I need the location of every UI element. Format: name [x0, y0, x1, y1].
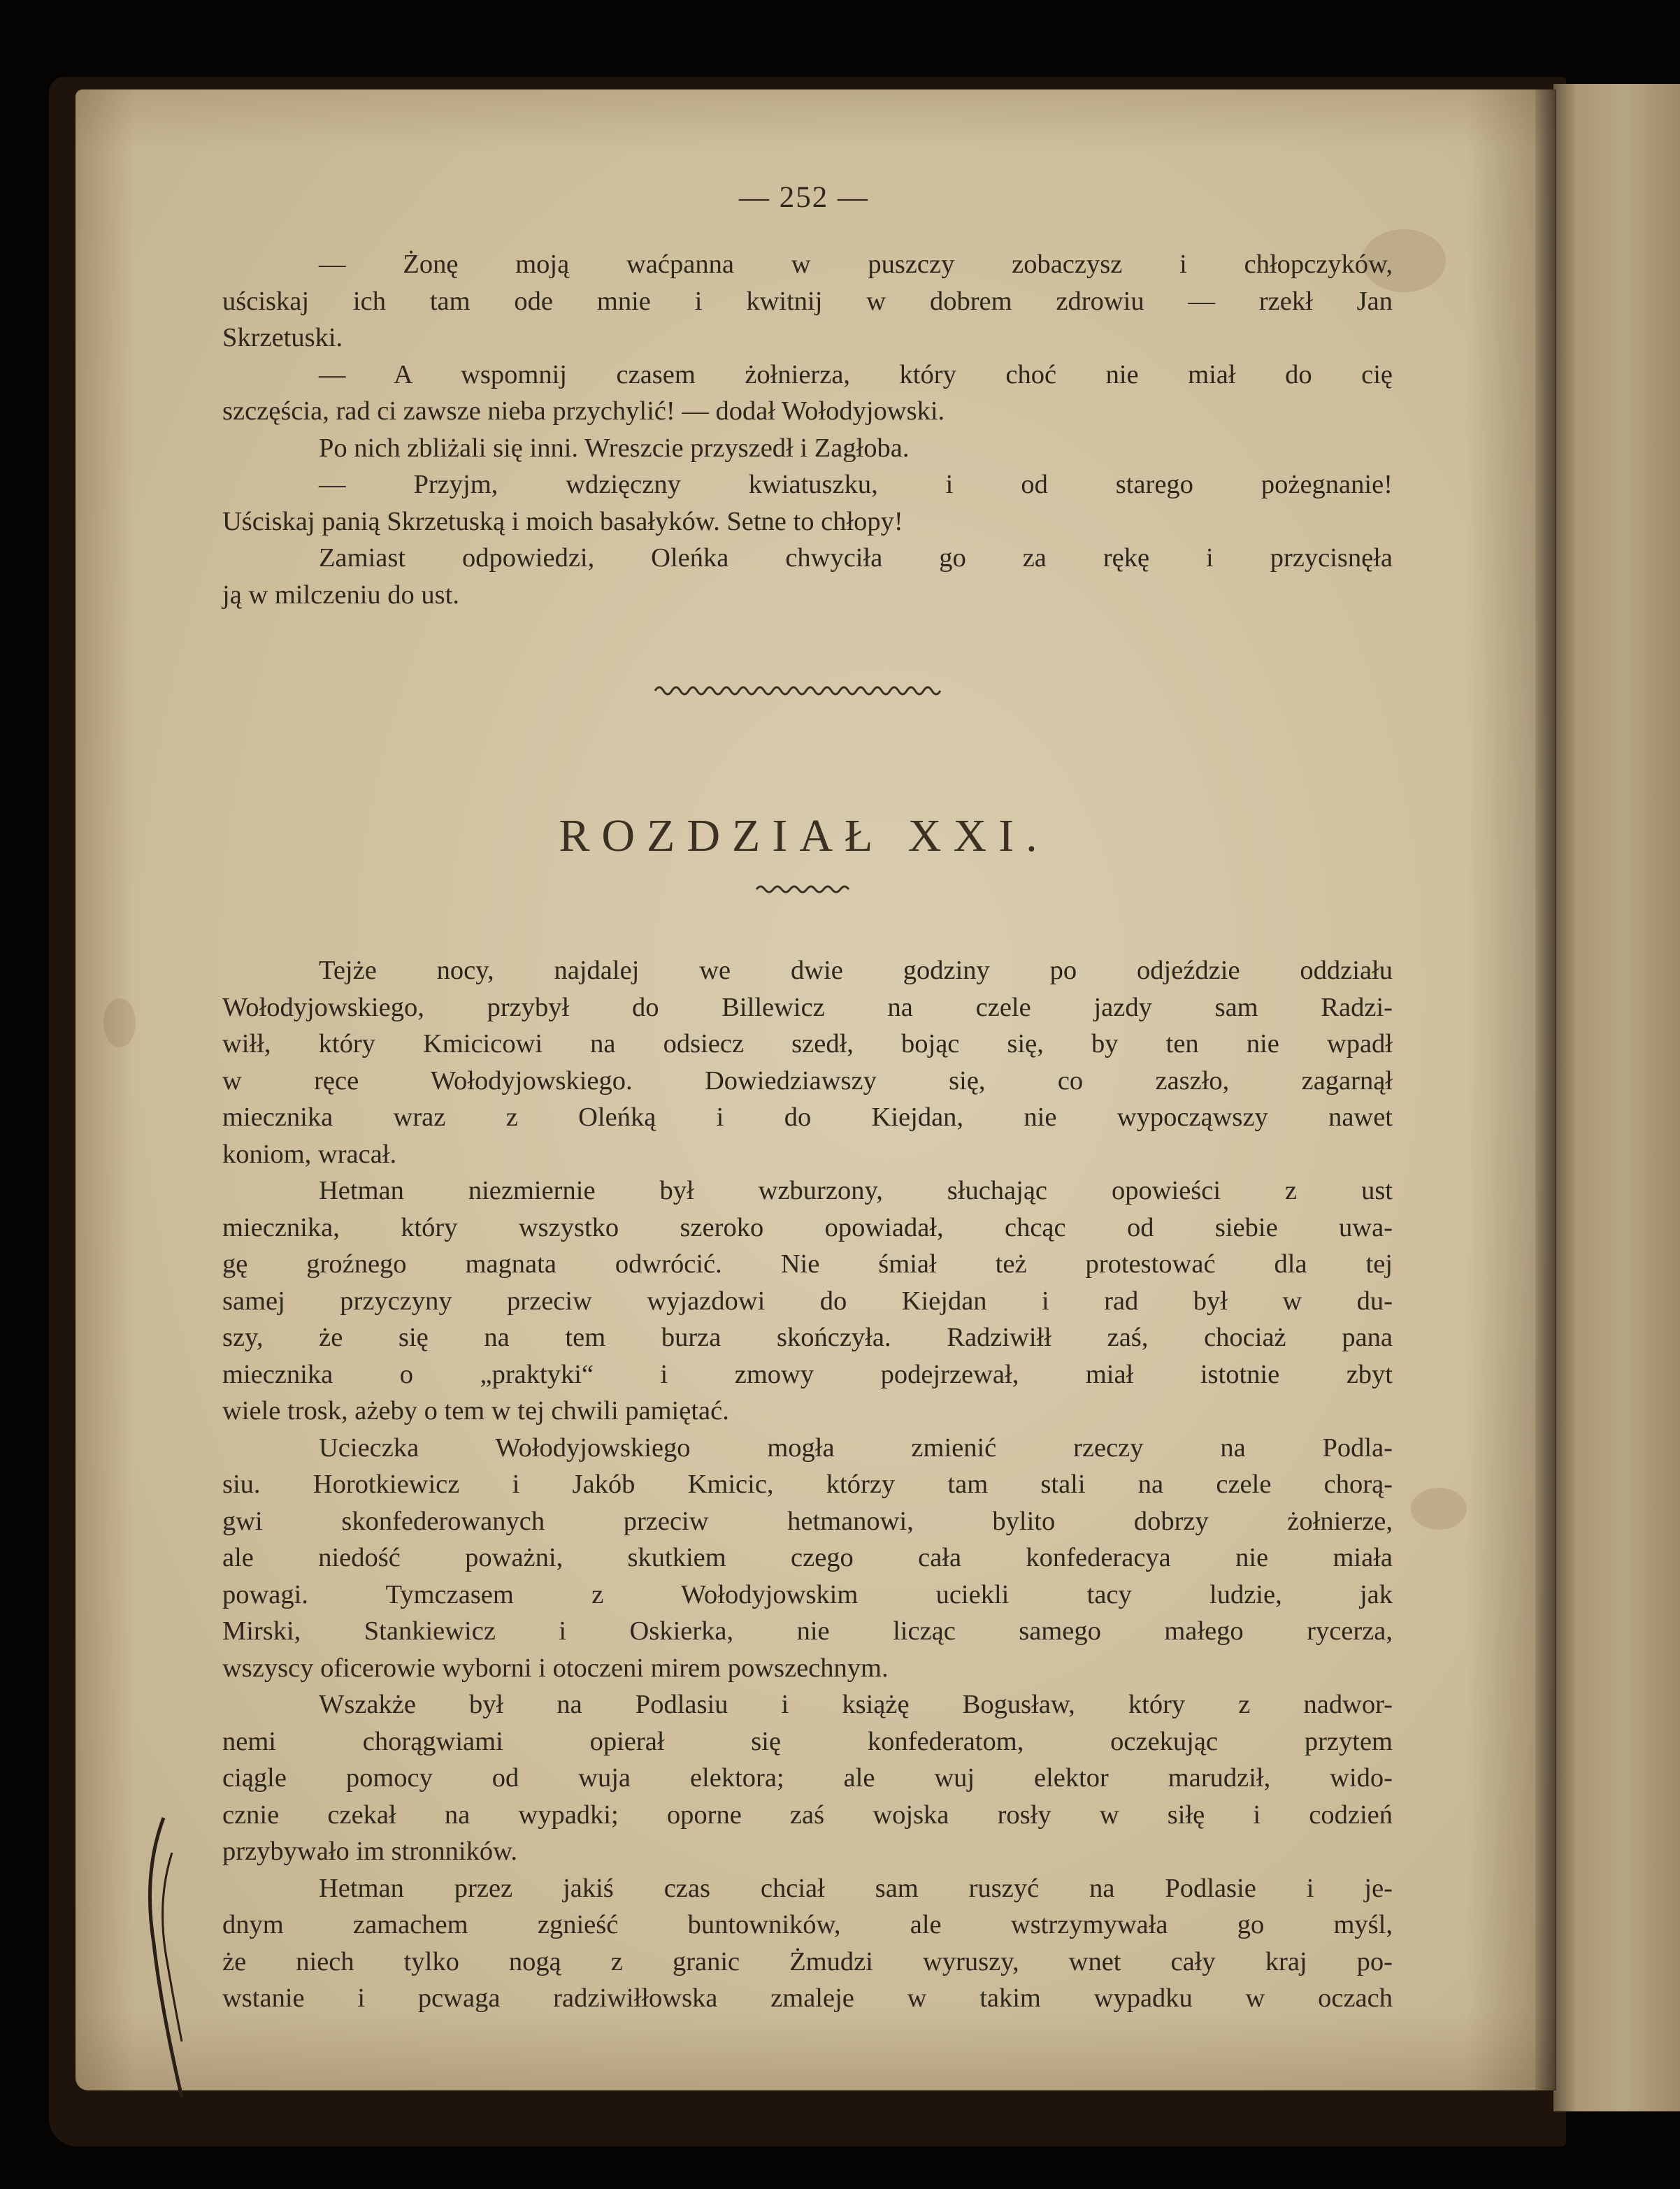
chapter-body [222, 952, 1393, 2017]
text-line: siu. Horotkiewicz i Jakób Kmicic, którzy tam stali na czele chorą- [222, 1470, 1393, 1499]
text-line: miecznika o „praktyki“ i zmowy podejrzewał, miał istotnie zbyt [222, 1359, 1393, 1389]
text-line: cznie czekał na wypadki; oporne zaś wojska rosły w siłę i codzień [222, 1800, 1393, 1830]
text-line: nemi chorągwiami opierał się konfederatom, oczekując przytem [222, 1726, 1393, 1756]
text-line: Wszakże był na Podlasiu i książę Bogusław, który z nadwor- [319, 1690, 1393, 1719]
text-line: samej przyczyny przeciw wyjazdowi do Kiejdan i rad był w du- [222, 1286, 1393, 1316]
text-line: miecznika wraz z Oleńką i do Kiejdan, nie wypocząwszy nawet [222, 1103, 1393, 1132]
text-line: ją w milczeniu do ust. [222, 580, 459, 610]
closing-paragraphs [222, 246, 1393, 613]
text-line: gę groźnego magnata odwrócić. Nie śmiał też protestować dla tej [222, 1249, 1393, 1279]
paper-stain [1411, 1488, 1467, 1530]
text-line: ciągle pomocy od wuja elektora; ale wuj elektor marudził, wido- [222, 1763, 1393, 1793]
text-line: — A wspomnij czasem żołnierza, który choć nie miał do cię [319, 359, 1393, 389]
text-line: powagi. Tymczasem z Wołodyjowskim uciekli tacy ludzie, jak [222, 1579, 1393, 1609]
text-line: Po nich zbliżali się inni. Wreszcie przyszedł i Zagłoba. [319, 433, 910, 463]
text-line: szczęścia, rad ci zawsze nieba przychylić! — dodał Wołodyjowski. [222, 396, 945, 426]
text-line: Zamiast odpowiedzi, Oleńka chwyciła go za rękę i przycisnęła [319, 543, 1393, 573]
text-line: Skrzetuski. [222, 323, 343, 352]
text-line: Mirski, Stankiewicz i Oskierka, nie licząc samego małego rycerza, [222, 1616, 1393, 1646]
text-line: w ręce Wołodyjowskiego. Dowiedziawszy się, co zaszło, zagarnął [222, 1065, 1393, 1096]
text-line: wiele trosk, ażeby o tem w tej chwili pamiętać. [222, 1396, 729, 1426]
text-line: Ucieczka Wołodyjowskiego mogła zmienić rzeczy na Podla- [319, 1433, 1393, 1463]
text-line: koniom, wracał. [222, 1139, 397, 1169]
text-line: wstanie i pcwaga radziwiłłowska zmaleje w takim wypadku w oczach [222, 1983, 1393, 2013]
text-line: uściskaj ich tam ode mnie i kwitnij w dobrem zdrowiu — rzekł Jan [222, 286, 1393, 316]
text-line: dnym zamachem zgnieść buntowników, ale wstrzymywała go myśl, [222, 1910, 1393, 1939]
text-line: ale niedość poważni, skutkiem czego cała konfederacya nie miała [222, 1543, 1393, 1572]
text-line: Tejże nocy, najdalej we dwie godziny po odjeździe oddziału [319, 956, 1393, 985]
text-line: Wołodyjowskiego, przybył do Billewicz na czele jazdy sam Radzi- [222, 992, 1393, 1022]
chapter-heading: ROZDZIAŁ XXI. [559, 810, 1049, 861]
section-divider-ornament [654, 681, 947, 698]
text-line: miecznika, który wszystko szeroko opowiadał, chcąc od siebie uwa- [222, 1212, 1393, 1242]
text-line: gwi skonfederowanych przeciw hetmanowi, bylito dobrzy żołnierze, [222, 1506, 1393, 1536]
margin-pencil-mark [137, 1811, 193, 2104]
text-line: — Przyjm, wdzięczny kwiatuszku, i od starego pożegnanie! [319, 470, 1393, 499]
page-gutter-shadow [1535, 89, 1556, 2090]
chapter-ornament [754, 882, 852, 896]
facing-page-edge [1553, 84, 1680, 2111]
page-number: — 252 — [739, 181, 869, 214]
text-line: przybywało im stronników. [222, 1837, 518, 1866]
text-line: wszyscy oficerowie wyborni i otoczeni mirem powszechnym. [222, 1653, 889, 1683]
paper-stain [103, 998, 136, 1047]
text-line: Uściskaj panią Skrzetuską i moich basałyków. Setne to chłopy! [222, 506, 903, 536]
text-line: Hetman przez jakiś czas chciał sam ruszyć na Podlasie i je- [319, 1873, 1393, 1903]
text-line: że niech tylko nogą z granic Żmudzi wyruszy, wnet cały kraj po- [222, 1946, 1393, 1976]
text-line: Hetman niezmiernie był wzburzony, słuchając opowieści z ust [319, 1176, 1393, 1205]
text-line: — Żonę moją waćpanna w puszczy zobaczysz i chłopczyków, [319, 250, 1393, 279]
text-line: wiłł, który Kmicicowi na odsiecz szedł, bojąc się, by ten nie wpadł [222, 1029, 1393, 1058]
text-line: szy, że się na tem burza skończyła. Radziwiłł zaś, chociaż pana [222, 1323, 1393, 1352]
